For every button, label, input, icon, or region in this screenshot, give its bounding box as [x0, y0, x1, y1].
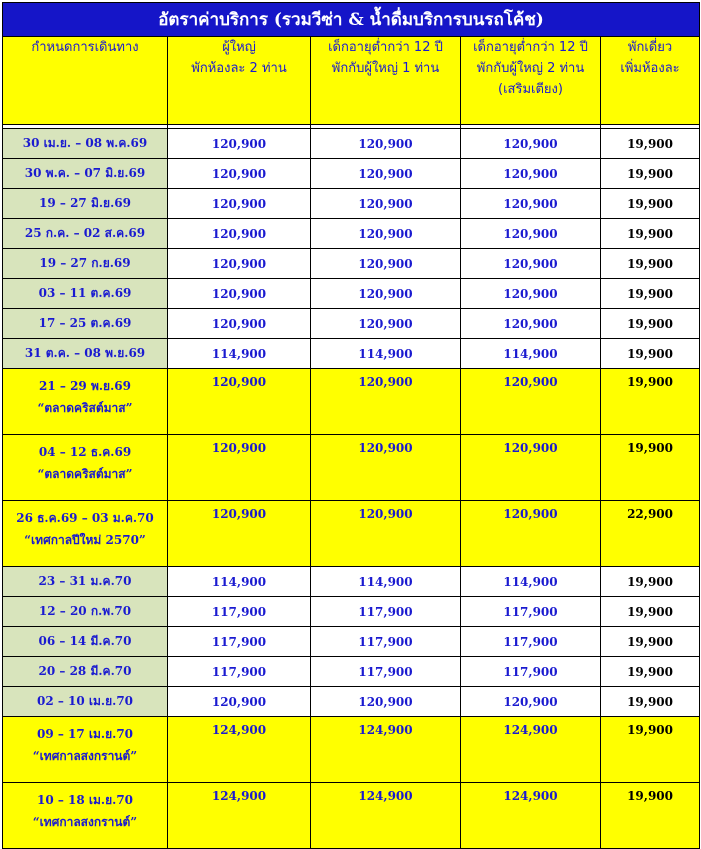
- table-row: [3, 189, 700, 219]
- travel-date: 17 – 25 ต.ค.69: [38, 316, 132, 330]
- single-supplement-price: 19,900: [601, 339, 700, 369]
- child-two-adults-price: 120,900: [461, 369, 601, 435]
- title-row: [3, 3, 700, 37]
- header-line: กำหนดการเดินทาง: [31, 40, 139, 55]
- travel-date-cell: [3, 189, 168, 219]
- child-two-adults-price: 120,900: [461, 219, 601, 249]
- travel-date-cell: [3, 249, 168, 279]
- child-two-adults-price: 124,900: [461, 717, 601, 783]
- table-row: [3, 627, 700, 657]
- travel-date: 20 – 28 มี.ค.70: [38, 664, 132, 678]
- price-rows: [3, 129, 700, 849]
- adult-price: 124,900: [168, 783, 311, 849]
- adult-price: 120,900: [168, 501, 311, 567]
- single-supplement-price: 19,900: [601, 219, 700, 249]
- child-one-adult-price: 114,900: [311, 567, 461, 597]
- child-two-adults-price: 114,900: [461, 339, 601, 369]
- header-line: เพิ่มห้องละ: [620, 61, 680, 76]
- festival-note: “ตลาดคริสต์มาส”: [37, 401, 133, 415]
- child-two-adults-price: 120,900: [461, 279, 601, 309]
- table-row: [3, 279, 700, 309]
- travel-date-cell: [3, 339, 168, 369]
- header-line: ผู้ใหญ่: [222, 40, 256, 55]
- child-one-adult-price: 120,900: [311, 159, 461, 189]
- child-two-adults-price: 114,900: [461, 567, 601, 597]
- child-one-adult-price: 114,900: [311, 339, 461, 369]
- travel-date-cell: [3, 369, 168, 435]
- travel-date-cell: [3, 159, 168, 189]
- table-row: [3, 219, 700, 249]
- travel-date: 23 – 31 ม.ค.70: [38, 574, 132, 588]
- adult-price: 120,900: [168, 189, 311, 219]
- table-row: [3, 783, 700, 849]
- travel-date-cell: [3, 567, 168, 597]
- travel-date: 26 ธ.ค.69 – 03 ม.ค.70: [16, 511, 154, 525]
- single-supplement-price: 19,900: [601, 279, 700, 309]
- table-row: [3, 597, 700, 627]
- header-row: [3, 37, 700, 125]
- child-two-adults-price: 120,900: [461, 159, 601, 189]
- child-two-adults-price: 120,900: [461, 129, 601, 159]
- single-supplement-price: 19,900: [601, 627, 700, 657]
- travel-date-cell: [3, 435, 168, 501]
- child-two-adults-price: 120,900: [461, 249, 601, 279]
- festival-note: “เทศกาลสงกรานต์”: [32, 749, 138, 763]
- travel-date-cell: [3, 687, 168, 717]
- header-child-with-one-adult: [311, 37, 461, 125]
- single-supplement-price: 19,900: [601, 189, 700, 219]
- adult-price: 120,900: [168, 435, 311, 501]
- child-one-adult-price: 120,900: [311, 687, 461, 717]
- adult-price: 117,900: [168, 657, 311, 687]
- table-title: อัตราค่าบริการ (รวมวีซ่า & น้ำดื่มบริการบนรถโค้ช): [3, 3, 700, 37]
- table-row: [3, 687, 700, 717]
- child-one-adult-price: 124,900: [311, 717, 461, 783]
- child-one-adult-price: 117,900: [311, 627, 461, 657]
- child-one-adult-price: 117,900: [311, 657, 461, 687]
- child-two-adults-price: 117,900: [461, 657, 601, 687]
- table-row: [3, 657, 700, 687]
- adult-price: 117,900: [168, 597, 311, 627]
- child-two-adults-price: 120,900: [461, 189, 601, 219]
- child-one-adult-price: 120,900: [311, 219, 461, 249]
- travel-date-cell: [3, 657, 168, 687]
- child-one-adult-price: 120,900: [311, 279, 461, 309]
- travel-date: 09 – 17 เม.ย.70: [36, 727, 134, 741]
- travel-date: 04 – 12 ธ.ค.69: [38, 445, 132, 459]
- travel-date-cell: [3, 627, 168, 657]
- single-supplement-price: 19,900: [601, 597, 700, 627]
- adult-price: 120,900: [168, 159, 311, 189]
- travel-date: 19 – 27 ก.ย.69: [39, 256, 131, 270]
- travel-date-cell: [3, 501, 168, 567]
- table-row: [3, 249, 700, 279]
- festival-note: “เทศกาลปีใหม่ 2570”: [24, 533, 146, 547]
- header-single-supplement: [601, 37, 700, 125]
- header-line: เด็กอายุต่ำกว่า 12 ปี: [328, 40, 443, 55]
- travel-date: 21 – 29 พ.ย.69: [39, 379, 131, 393]
- travel-date: 03 – 11 ต.ค.69: [38, 286, 132, 300]
- single-supplement-price: 19,900: [601, 783, 700, 849]
- single-supplement-price: 19,900: [601, 435, 700, 501]
- child-two-adults-price: 120,900: [461, 309, 601, 339]
- child-two-adults-price: 117,900: [461, 627, 601, 657]
- table-row: [3, 567, 700, 597]
- table-row: [3, 339, 700, 369]
- festival-note: “ตลาดคริสต์มาส”: [37, 467, 133, 481]
- adult-price: 124,900: [168, 717, 311, 783]
- single-supplement-price: 19,900: [601, 309, 700, 339]
- single-supplement-price: 19,900: [601, 249, 700, 279]
- child-one-adult-price: 124,900: [311, 783, 461, 849]
- header-adult: [168, 37, 311, 125]
- header-line: พักกับผู้ใหญ่ 1 ท่าน: [331, 61, 440, 76]
- header-line: พักห้องละ 2 ท่าน: [191, 61, 287, 76]
- travel-date-cell: [3, 309, 168, 339]
- travel-date: 25 ก.ค. – 02 ส.ค.69: [24, 226, 146, 240]
- table-row: [3, 159, 700, 189]
- travel-date-cell: [3, 717, 168, 783]
- table-row: [3, 129, 700, 159]
- travel-date-cell: [3, 279, 168, 309]
- adult-price: 120,900: [168, 687, 311, 717]
- single-supplement-price: 19,900: [601, 717, 700, 783]
- single-supplement-price: 19,900: [601, 687, 700, 717]
- travel-date-cell: [3, 597, 168, 627]
- adult-price: 120,900: [168, 249, 311, 279]
- child-one-adult-price: 120,900: [311, 249, 461, 279]
- adult-price: 120,900: [168, 309, 311, 339]
- single-supplement-price: 19,900: [601, 567, 700, 597]
- table-row: [3, 717, 700, 783]
- adult-price: 120,900: [168, 219, 311, 249]
- header-travel-dates: [3, 37, 168, 125]
- child-one-adult-price: 120,900: [311, 129, 461, 159]
- travel-date: 06 – 14 มี.ค.70: [38, 634, 132, 648]
- adult-price: 114,900: [168, 339, 311, 369]
- adult-price: 120,900: [168, 369, 311, 435]
- table-row: [3, 369, 700, 435]
- adult-price: 117,900: [168, 627, 311, 657]
- single-supplement-price: 19,900: [601, 129, 700, 159]
- header-child-with-two-adults: [461, 37, 601, 125]
- travel-date: 30 พ.ค. – 07 มิ.ย.69: [24, 166, 146, 180]
- travel-date: 31 ต.ค. – 08 พ.ย.69: [24, 346, 146, 360]
- child-two-adults-price: 120,900: [461, 435, 601, 501]
- travel-date: 12 – 20 ก.พ.70: [38, 604, 132, 618]
- child-two-adults-price: 124,900: [461, 783, 601, 849]
- header-line: พักกับผู้ใหญ่ 2 ท่าน: [476, 61, 585, 76]
- table-row: [3, 435, 700, 501]
- single-supplement-price: 19,900: [601, 657, 700, 687]
- child-one-adult-price: 117,900: [311, 597, 461, 627]
- travel-date-cell: [3, 783, 168, 849]
- table-row: [3, 501, 700, 567]
- child-two-adults-price: 120,900: [461, 687, 601, 717]
- travel-date: 30 เม.ย. – 08 พ.ค.69: [22, 136, 148, 150]
- child-one-adult-price: 120,900: [311, 369, 461, 435]
- child-one-adult-price: 120,900: [311, 501, 461, 567]
- child-one-adult-price: 120,900: [311, 189, 461, 219]
- single-supplement-price: 19,900: [601, 369, 700, 435]
- child-one-adult-price: 120,900: [311, 435, 461, 501]
- adult-price: 120,900: [168, 279, 311, 309]
- travel-date: 02 – 10 เม.ย.70: [36, 694, 134, 708]
- travel-date: 10 – 18 เม.ย.70: [36, 793, 134, 807]
- price-table: [2, 2, 700, 849]
- travel-date-cell: [3, 219, 168, 249]
- adult-price: 120,900: [168, 129, 311, 159]
- header-line: เด็กอายุต่ำกว่า 12 ปี: [473, 40, 588, 55]
- festival-note: “เทศกาลสงกรานต์”: [32, 815, 138, 829]
- travel-date: 19 – 27 มิ.ย.69: [39, 196, 131, 210]
- single-supplement-price: 19,900: [601, 159, 700, 189]
- travel-date-cell: [3, 129, 168, 159]
- child-two-adults-price: 120,900: [461, 501, 601, 567]
- header-line: (เสริมเตียง): [498, 82, 563, 97]
- header-line: พักเดี่ยว: [627, 40, 673, 55]
- child-one-adult-price: 120,900: [311, 309, 461, 339]
- adult-price: 114,900: [168, 567, 311, 597]
- child-two-adults-price: 117,900: [461, 597, 601, 627]
- single-supplement-price: 22,900: [601, 501, 700, 567]
- table-row: [3, 309, 700, 339]
